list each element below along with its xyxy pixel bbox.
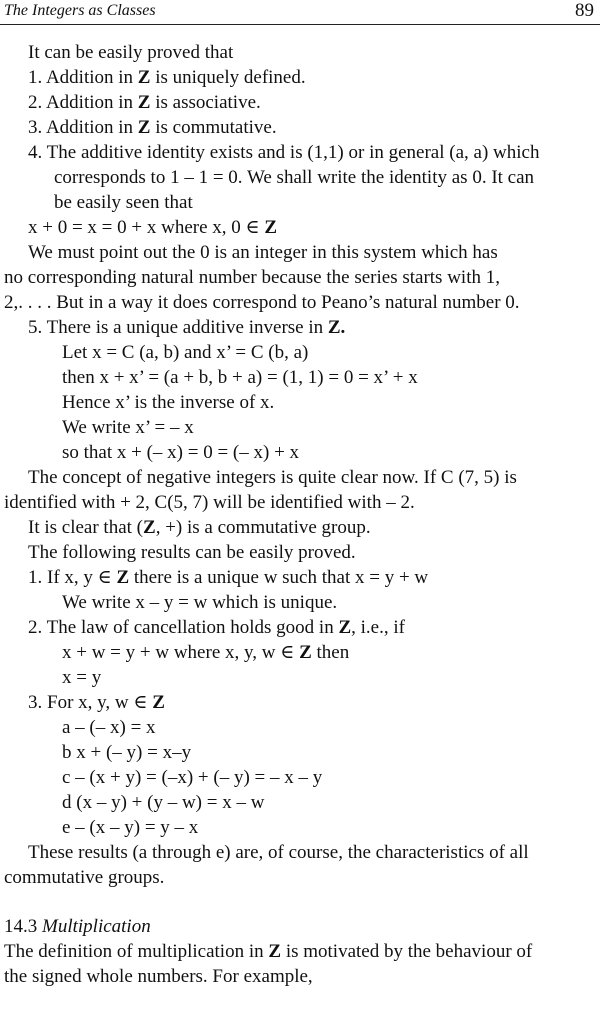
text-line: x + w = y + w where x, y, w ∈ Z then [62,642,350,663]
text-line: identified with + 2, C(5, 7) will be identified with – 2. [4,492,415,513]
text-line: It can be easily proved that [28,42,234,63]
list-item: 1. If x, y ∈ Z there is a unique w such that x = y + w [28,567,429,588]
text-line: Let x = C (a, b) and x’ = C (b, a) [62,342,309,363]
text-line: commutative groups. [4,867,165,888]
text-line: be easily seen that [54,192,193,213]
text-line: the signed whole numbers. For example, [4,966,313,987]
text-line: The concept of negative integers is quite clear now. If C (7, 5) is [28,467,517,488]
text-line: We must point out the 0 is an integer in this system which has [28,242,498,263]
text-line: then x + x’ = (a + b, b + a) = (1, 1) = 0 = x’ + x [62,367,418,388]
text-line: It is clear that (Z, +) is a commutative group. [28,517,371,538]
text-line: 2,. . . . But in a way it does correspond to Peano’s natural number 0. [4,292,520,313]
text-line: so that x + (– x) = 0 = (– x) + x [62,442,300,463]
list-item: 4. The additive identity exists and is (1,1) or in general (a, a) which [28,142,540,163]
text-line: The following results can be easily proved. [28,542,356,563]
text-line: c – (x + y) = (–x) + (– y) = – x – y [62,767,323,788]
text-line: We write x – y = w which is unique. [62,592,338,613]
list-item: 3. Addition in Z is commutative. [28,117,277,138]
text-line: b x + (– y) = x–y [62,742,192,763]
list-item: 5. There is a unique additive inverse in Z. [28,317,346,338]
text-line: We write x’ = – x [62,417,194,438]
page-body [4,40,596,989]
equation-line: x + 0 = x = 0 + x where x, 0 ∈ Z [28,217,278,238]
list-item: 1. Addition in Z is uniquely defined. [28,67,306,88]
running-title: The Integers as Classes [4,2,156,19]
section-heading: 14.3 Multiplication [4,916,151,937]
text-line: corresponds to 1 – 1 = 0. We shall write the identity as 0. It can [54,167,535,188]
text-line: The definition of multiplication in Z is motivated by the behaviour of [4,941,533,962]
section-gap [4,890,596,914]
text-line: These results (a through e) are, of course, the characteristics of all [28,842,529,863]
header-rule [0,24,600,25]
text-line: e – (x – y) = y – x [62,817,199,838]
text-line: x = y [62,667,102,688]
text-line: a – (– x) = x [62,717,156,738]
running-header [0,0,600,24]
list-item: 2. Addition in Z is associative. [28,92,261,113]
text-line: Hence x’ is the inverse of x. [62,392,275,413]
list-item: 3. For x, y, w ∈ Z [28,692,165,713]
text-line: no corresponding natural number because the series starts with 1, [4,267,500,288]
page-number: 89 [575,0,594,21]
text-line: d (x – y) + (y – w) = x – w [62,792,265,813]
list-item: 2. The law of cancellation holds good in Z, i.e., if [28,617,405,638]
